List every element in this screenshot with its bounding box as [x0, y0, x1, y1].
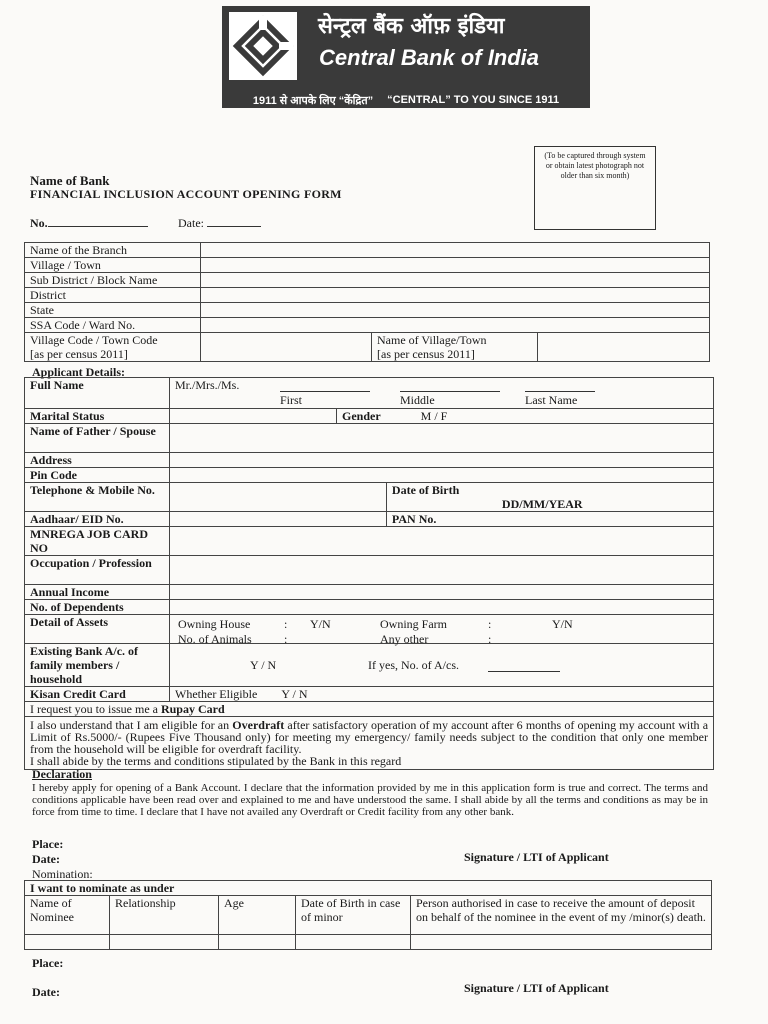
- footer-place-label: Place:: [32, 956, 64, 970]
- table-row[interactable]: [25, 424, 714, 453]
- col-nominee-name: Name of Nominee: [25, 896, 110, 935]
- mnrega-value[interactable]: [170, 527, 714, 556]
- applicant-details-table: [24, 377, 714, 770]
- branch-row-value[interactable]: [201, 273, 710, 288]
- village-name-label: [372, 333, 538, 362]
- branch-row-label: State: [25, 303, 201, 318]
- village-code-line1: Village Code / Town Code: [30, 333, 158, 347]
- marital-status-label: Marital Status: [25, 409, 170, 424]
- mnrega-label: MNREGA JOB CARD NO: [25, 527, 170, 556]
- table-row: [25, 881, 712, 896]
- aadhaar-label: Aadhaar/ EID No.: [25, 512, 170, 527]
- annual-income-value[interactable]: [170, 585, 714, 600]
- table-row[interactable]: [25, 468, 714, 483]
- village-code-value[interactable]: [201, 333, 372, 362]
- table-row[interactable]: [25, 318, 710, 333]
- applicant-section-title: Applicant Details:: [32, 365, 125, 379]
- assets-label: Detail of Assets: [25, 615, 170, 644]
- dob-value[interactable]: [296, 935, 411, 950]
- annual-income-label: Annual Income: [25, 585, 170, 600]
- kisan-label: Kisan Credit Card: [25, 687, 170, 702]
- branch-row-label: District: [25, 288, 201, 303]
- owning-house-yn: Y/N: [310, 617, 331, 631]
- colon: :: [284, 617, 288, 631]
- table-row[interactable]: [25, 615, 714, 644]
- whether-eligible-label: Whether Eligible: [175, 687, 258, 701]
- village-name-value[interactable]: [538, 333, 710, 362]
- branch-row-label: Sub District / Block Name: [25, 273, 201, 288]
- pin-code-label: Pin Code: [25, 468, 170, 483]
- overdraft-paragraph: [25, 717, 714, 770]
- marital-status-value[interactable]: [170, 409, 337, 424]
- village-code-line2: [as per census 2011]: [30, 347, 128, 361]
- declaration-text: I hereby apply for opening of a Bank Account. I declare that the information provided by me in this application form is true and correct. The terms and conditions applicable have been read over and explained to me and have understood the same. I shall abide by all the terms and conditions as may be in force from time to time. I declare that I have not availed any Overdraft or Credit facility from any other bank.: [32, 782, 708, 818]
- form-number-field[interactable]: [30, 216, 148, 231]
- village-code-label: [25, 333, 201, 362]
- branch-row-value[interactable]: [201, 258, 710, 273]
- gender-options: M / F: [420, 409, 448, 423]
- animals-label: No. of Animals: [178, 632, 252, 646]
- table-row[interactable]: [25, 702, 714, 717]
- table-row[interactable]: [25, 527, 714, 556]
- middle-name-label: Middle: [400, 393, 435, 407]
- telephone-value[interactable]: [170, 483, 387, 512]
- bank-name-english: Central Bank of India: [319, 45, 540, 70]
- occupation-label: Occupation / Profession: [25, 556, 170, 585]
- declaration-title: Declaration: [32, 767, 92, 781]
- bank-name-hindi: सेन्ट्रल बैंक ऑफ़ इंडिया: [318, 14, 505, 39]
- branch-details-table: [24, 242, 710, 362]
- existing-bank-field[interactable]: [170, 644, 714, 687]
- nominee-name-value[interactable]: [25, 935, 110, 950]
- overdraft-text-2: after satisfactory operation of my account after 6 months of opening my account with a Limit of Rs.5000/- (Rupees Five Thousand only) for meeting my emergency/ family needs subject to the condition that only one member from the household will be eligible for overdraft facility.: [30, 718, 709, 756]
- dependents-label: No. of Dependents: [25, 600, 170, 615]
- form-date-label: Date:: [178, 216, 204, 230]
- nominee-table: [24, 880, 712, 950]
- pin-code-value[interactable]: [170, 468, 714, 483]
- photo-placeholder[interactable]: (To be captured through system or obtain latest photograph not older than six month): [534, 146, 656, 230]
- kisan-yn: Y / N: [281, 687, 308, 701]
- table-row[interactable]: [25, 483, 714, 512]
- table-row[interactable]: [25, 512, 714, 527]
- table-row[interactable]: [25, 243, 710, 258]
- form-number-label: No.: [30, 216, 48, 230]
- branch-row-value[interactable]: [201, 288, 710, 303]
- signature-label[interactable]: Signature / LTI of Applicant: [464, 850, 609, 864]
- table-row[interactable]: [25, 378, 714, 409]
- father-spouse-label: Name of Father / Spouse: [25, 424, 170, 453]
- kisan-field[interactable]: [170, 687, 714, 702]
- date-label: Date:: [32, 852, 60, 866]
- address-label: Address: [25, 453, 170, 468]
- table-row[interactable]: [25, 687, 714, 702]
- village-name-line1: Name of Village/Town: [377, 333, 487, 347]
- address-value[interactable]: [170, 453, 714, 468]
- table-row[interactable]: [25, 333, 710, 362]
- table-row[interactable]: [25, 288, 710, 303]
- footer-signature-label[interactable]: Signature / LTI of Applicant: [464, 981, 609, 995]
- table-row[interactable]: [25, 935, 712, 950]
- relationship-value[interactable]: [110, 935, 219, 950]
- rupay-prefix: I request you to issue me a: [30, 702, 158, 716]
- branch-row-label: SSA Code / Ward No.: [25, 318, 201, 333]
- table-row[interactable]: [25, 258, 710, 273]
- owning-farm-label: Owning Farm: [380, 617, 447, 631]
- salutation-label: Mr./Mrs./Ms.: [175, 378, 240, 392]
- father-spouse-value[interactable]: [170, 424, 714, 453]
- occupation-value[interactable]: [170, 556, 714, 585]
- last-name-label: Last Name: [525, 393, 578, 407]
- owning-farm-yn: Y/N: [552, 617, 573, 631]
- first-name-label: First: [280, 393, 303, 407]
- col-relationship: Relationship: [110, 896, 219, 935]
- bank-emblem-icon: [229, 12, 297, 80]
- tagline-hindi: 1911 से आपके लिए “केंद्रित”: [252, 94, 374, 107]
- age-value[interactable]: [219, 935, 296, 950]
- col-authorised: Person authorised in case to receive the amount of deposit on behalf of the nominee in the event of my /minor(s) death.: [411, 896, 712, 935]
- col-dob: Date of Birth in case of minor: [296, 896, 411, 935]
- assets-field[interactable]: [170, 615, 714, 644]
- footer-date-label: Date:: [32, 985, 60, 999]
- branch-row-value[interactable]: [201, 303, 710, 318]
- place-label: Place:: [32, 837, 64, 851]
- table-row: [25, 717, 714, 770]
- aadhaar-value[interactable]: [170, 512, 387, 527]
- telephone-label: Telephone & Mobile No.: [25, 483, 170, 512]
- full-name-field[interactable]: [170, 378, 714, 409]
- table-row[interactable]: [25, 600, 714, 615]
- gender-label: Gender: [342, 409, 381, 423]
- full-name-label: Full Name: [25, 378, 170, 409]
- table-row: [25, 896, 712, 935]
- overdraft-text-3: I shall abide by the terms and conditions stipulated by the Bank in this regard: [30, 754, 402, 768]
- tagline-english: “CENTRAL” TO YOU SINCE 1911: [387, 94, 560, 106]
- colon: :: [284, 632, 288, 646]
- dob-format: DD/MM/YEAR: [501, 497, 583, 511]
- existing-bank-yn: Y / N: [250, 658, 277, 672]
- table-row[interactable]: [25, 644, 714, 687]
- gender-field[interactable]: [337, 409, 714, 424]
- branch-row-value[interactable]: [201, 318, 710, 333]
- rupay-card-label: Rupay Card: [160, 702, 225, 716]
- table-row[interactable]: [25, 273, 710, 288]
- overdraft-text-1: I also understand that I am eligible for an: [30, 718, 230, 732]
- if-yes-label: If yes, No. of A/cs.: [368, 658, 459, 672]
- nomination-label: Nomination:: [32, 867, 93, 881]
- dob-field[interactable]: [386, 483, 713, 512]
- rupay-request: [25, 702, 714, 717]
- form-title: FINANCIAL INCLUSION ACCOUNT OPENING FORM: [30, 187, 342, 201]
- bank-tagline: [222, 92, 590, 108]
- nominee-heading: I want to nominate as under: [25, 881, 712, 896]
- form-date-field[interactable]: [178, 216, 261, 231]
- table-row[interactable]: [25, 453, 714, 468]
- authorised-value[interactable]: [411, 935, 712, 950]
- table-row[interactable]: [25, 556, 714, 585]
- colon: :: [488, 632, 492, 646]
- branch-row-value[interactable]: [201, 243, 710, 258]
- colon: :: [488, 617, 492, 631]
- existing-bank-label: Existing Bank A/c. of family members / household: [25, 644, 170, 687]
- branch-row-label: Village / Town: [25, 258, 201, 273]
- branch-row-label: Name of the Branch: [25, 243, 201, 258]
- table-row[interactable]: [25, 409, 714, 424]
- col-age: Age: [219, 896, 296, 935]
- village-name-line2: [as per census 2011]: [377, 347, 475, 361]
- overdraft-word: Overdraft: [232, 718, 285, 732]
- dob-label: Date of Birth: [391, 483, 460, 497]
- pan-label: PAN No.: [386, 512, 713, 527]
- any-other-label: Any other: [380, 632, 429, 646]
- name-of-bank-label: Name of Bank: [30, 173, 110, 188]
- dependents-value[interactable]: [170, 600, 714, 615]
- table-row[interactable]: [25, 303, 710, 318]
- owning-house-label: Owning House: [178, 617, 251, 631]
- table-row[interactable]: [25, 585, 714, 600]
